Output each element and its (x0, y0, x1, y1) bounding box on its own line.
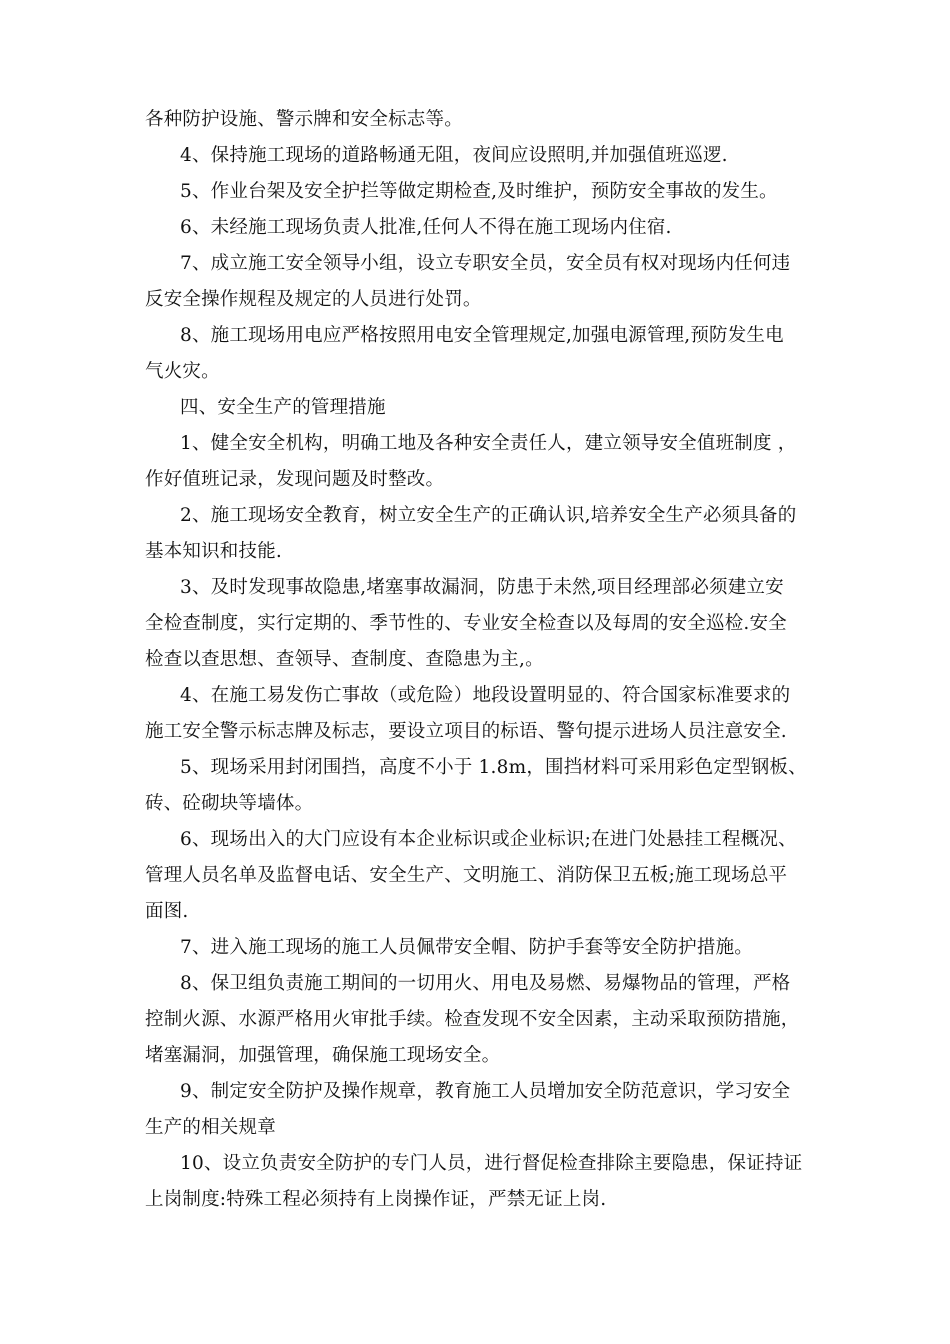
text-line: 2、施工现场安全教育，树立安全生产的正确认识,培养安全生产必须具备的 (180, 505, 797, 526)
text-line: 7、成立施工安全领导小组，设立专职安全员，安全员有权对现场内任何违 (180, 253, 791, 274)
text-line: 5、现场采用封闭围挡，高度不小于 1.8m，围挡材料可采用彩色定型钢板、 (180, 757, 807, 778)
text-line: 6、未经施工现场负责人批准,任何人不得在施工现场内住宿. (180, 217, 672, 238)
text-line: 砖、砼砌块等墙体。 (145, 793, 314, 814)
text-line: 10、设立负责安全防护的专门人员，进行督促检查排除主要隐患，保证持证 (180, 1153, 803, 1174)
text-line: 作好值班记录，发现问题及时整改。 (145, 469, 445, 490)
text-line: 气火灾。 (145, 361, 220, 382)
text-line: 7、进入施工现场的施工人员佩带安全帽、防护手套等安全防护措施。 (180, 937, 753, 958)
text-line: 8、施工现场用电应严格按照用电安全管理规定,加强电源管理,预防发生电 (180, 325, 784, 346)
text-line: 基本知识和技能. (145, 541, 282, 562)
text-line: 面图. (145, 901, 189, 922)
text-line: 检查以查思想、查领导、查制度、查隐患为主,。 (145, 649, 544, 670)
text-line: 管理人员名单及监督电话、安全生产、文明施工、消防保卫五板;施工现场总平 (145, 865, 788, 886)
text-line: 施工安全警示标志牌及标志，要设立项目的标语、警句提示进场人员注意安全. (145, 721, 787, 742)
text-line: 堵塞漏洞，加强管理，确保施工现场安全。 (145, 1045, 501, 1066)
text-line: 控制火源、水源严格用火审批手续。检查发现不安全因素，主动采取预防措施， (145, 1009, 800, 1030)
text-line: 5、作业台架及安全护拦等做定期检查,及时维护，预防安全事故的发生。 (180, 181, 778, 202)
text-line: 反安全操作规程及规定的人员进行处罚。 (145, 289, 482, 310)
text-line: 9、制定安全防护及操作规章，教育施工人员增加安全防范意识，学习安全 (180, 1081, 791, 1102)
text-line: 各种防护设施、警示牌和安全标志等。 (145, 109, 463, 130)
text-line: 全检查制度，实行定期的、季节性的、专业安全检查以及每周的安全巡检.安全 (145, 613, 787, 634)
text-line: 4、保持施工现场的道路畅通无阻，夜间应设照明,并加强值班巡逻. (180, 145, 728, 166)
text-line: 3、及时发现事故隐患,堵塞事故漏洞，防患于未然,项目经理部必须建立安 (180, 577, 784, 598)
text-line: 6、现场出入的大门应设有本企业标识或企业标识;在进门处悬挂工程概况、 (180, 829, 797, 850)
text-line: 4、在施工易发伤亡事故（或危险）地段设置明显的、符合国家标准要求的 (180, 685, 791, 706)
text-line: 8、保卫组负责施工期间的一切用火、用电及易燃、易爆物品的管理，严格 (180, 973, 791, 994)
text-line: 上岗制度:特殊工程必须持有上岗操作证，严禁无证上岗. (145, 1189, 607, 1210)
text-line: 生产的相关规章 (145, 1117, 276, 1138)
text-line: 1、健全安全机构，明确工地及各种安全责任人，建立领导安全值班制度 ， (180, 433, 797, 454)
section-heading: 四、安全生产的管理措施 (180, 397, 386, 418)
